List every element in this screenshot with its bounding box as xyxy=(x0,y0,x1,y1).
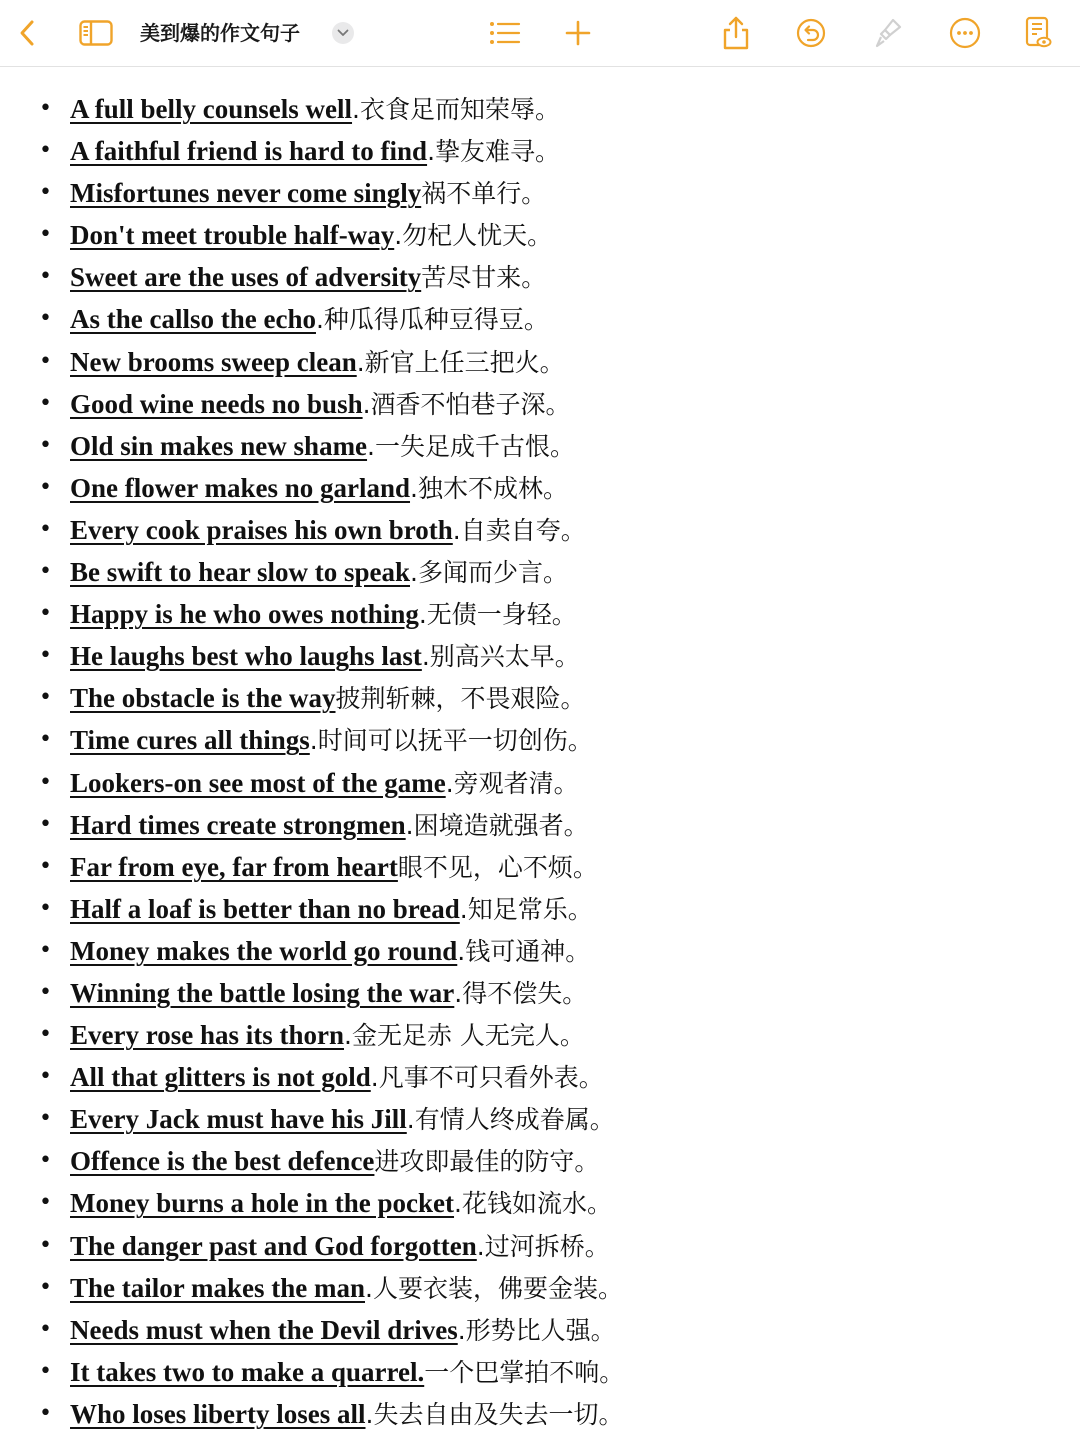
bullet-marker: • xyxy=(39,1064,52,1090)
list-item[interactable] xyxy=(0,172,1080,214)
bullet-marker: • xyxy=(39,979,52,1005)
list-item[interactable] xyxy=(0,719,1080,761)
share-icon xyxy=(722,16,750,50)
proverb-chinese: .金无足赤 人无完人。 xyxy=(344,1021,585,1051)
proverb-chinese: .失去自由及失去一切。 xyxy=(365,1399,624,1429)
list-item[interactable] xyxy=(0,593,1080,635)
bullet-marker: • xyxy=(39,643,52,669)
document-view-button[interactable] xyxy=(1022,0,1054,66)
document-body[interactable] xyxy=(0,88,1080,1435)
proverb-english: Offence is the best defence xyxy=(70,1146,375,1177)
bullet-marker: • xyxy=(39,1190,52,1216)
list-item[interactable] xyxy=(0,972,1080,1014)
list-item[interactable] xyxy=(0,341,1080,383)
bullet-marker: • xyxy=(39,306,52,332)
bullet-marker: • xyxy=(39,727,52,753)
bullet-marker: • xyxy=(39,685,52,711)
list-item[interactable] xyxy=(0,1140,1080,1182)
proverb-chinese: .衣食足而知荣辱。 xyxy=(352,95,560,124)
proverb-english: It takes two to make a quarrel. xyxy=(70,1356,425,1387)
proverb-chinese: 苦尽甘来。 xyxy=(421,263,547,293)
proverb-chinese: .时间可以抚平一切创伤。 xyxy=(309,726,593,756)
proverb-english: Happy is he who owes nothing xyxy=(70,599,419,630)
proverb-english: A faithful friend is hard to find xyxy=(70,136,428,167)
proverb-chinese: .种瓜得瓜种豆得豆。 xyxy=(315,305,549,335)
proverb-chinese: .凡事不可只看外表。 xyxy=(370,1063,604,1093)
bullet-marker: • xyxy=(39,1232,52,1258)
document-view-icon xyxy=(1024,16,1052,50)
proverb-english: Money burns a hole in the pocket xyxy=(70,1188,455,1219)
proverb-chinese: .旁观者清。 xyxy=(445,768,579,798)
proverb-chinese: .挚友难寻。 xyxy=(427,137,561,167)
proverb-chinese: 祸不单行。 xyxy=(421,179,547,209)
bullet-marker: • xyxy=(39,348,52,374)
bullet-marker: • xyxy=(39,1316,52,1342)
list-item[interactable] xyxy=(0,1014,1080,1056)
bullet-marker: • xyxy=(39,1106,52,1132)
proverb-chinese: .花钱如流水。 xyxy=(454,1189,612,1219)
list-item[interactable] xyxy=(0,214,1080,256)
top-toolbar xyxy=(0,0,1080,67)
list-item[interactable] xyxy=(0,635,1080,677)
list-item[interactable] xyxy=(0,804,1080,846)
proverb-english: Don't meet trouble half-way xyxy=(70,220,395,251)
list-item[interactable] xyxy=(0,1267,1080,1309)
proverb-english: Sweet are the uses of adversity xyxy=(70,262,422,293)
proverb-english: Be swift to hear slow to speak xyxy=(70,557,410,588)
proverb-chinese: .有情人终成眷属。 xyxy=(406,1105,615,1135)
list-item[interactable] xyxy=(0,1393,1080,1435)
proverb-english: Lookers-on see most of the game xyxy=(70,767,446,798)
proverb-chinese: .过河拆桥。 xyxy=(476,1231,610,1261)
list-item[interactable] xyxy=(0,762,1080,804)
share-button[interactable] xyxy=(720,0,752,66)
proverb-english: New brooms sweep clean xyxy=(70,346,357,377)
bullet-marker: • xyxy=(39,895,52,921)
bullet-marker: • xyxy=(39,853,52,879)
back-chevron-icon xyxy=(17,18,37,48)
bullet-marker: • xyxy=(39,222,52,248)
proverb-english: The tailor makes the man xyxy=(70,1272,365,1303)
proverb-english: Every Jack must have his Jill xyxy=(70,1104,407,1135)
title-menu-button[interactable] xyxy=(332,22,354,44)
proverb-english: Hard times create strongmen xyxy=(70,809,406,840)
proverb-chinese: .自卖自夸。 xyxy=(452,515,586,545)
list-item[interactable] xyxy=(0,1098,1080,1140)
proverb-chinese: 一个巴掌拍不响。 xyxy=(424,1357,625,1387)
bullet-marker: • xyxy=(39,1148,52,1174)
proverb-chinese: 眼不见，心不烦。 xyxy=(397,852,598,882)
proverb-english: He laughs best who laughs last xyxy=(70,641,422,672)
proverb-chinese: .得不偿失。 xyxy=(454,978,588,1008)
proverb-english: Needs must when the Devil drives xyxy=(70,1314,458,1345)
list-item[interactable] xyxy=(0,1225,1080,1267)
list-item[interactable] xyxy=(0,677,1080,719)
proverb-chinese: .人要衣装，佛要金装。 xyxy=(365,1273,623,1303)
bullet-marker: • xyxy=(39,474,52,500)
list-item[interactable] xyxy=(0,846,1080,888)
proverb-chinese: 披荆斩棘，不畏艰险。 xyxy=(335,684,586,714)
list-item[interactable] xyxy=(0,1056,1080,1098)
proverb-chinese: 进攻即最佳的防守。 xyxy=(374,1147,600,1177)
proverb-english: Old sin makes new shame xyxy=(70,430,368,461)
proverb-english: All that glitters is not gold xyxy=(70,1062,371,1093)
bullet-marker: • xyxy=(39,264,52,290)
proverb-chinese: .困境造就强者。 xyxy=(405,810,589,840)
more-button[interactable] xyxy=(948,0,982,66)
list-item[interactable] xyxy=(0,425,1080,467)
undo-icon xyxy=(796,18,826,48)
list-item[interactable] xyxy=(0,888,1080,930)
proverb-english: Every cook praises his own broth xyxy=(70,514,453,545)
proverb-english: Every rose has its thorn xyxy=(70,1020,344,1051)
bullet-marker: • xyxy=(39,432,52,458)
list-item[interactable] xyxy=(0,88,1080,130)
markup-button[interactable] xyxy=(872,0,904,66)
list-item[interactable] xyxy=(0,256,1080,298)
proverb-chinese: .多闻而少言。 xyxy=(410,558,568,588)
list-item[interactable] xyxy=(0,467,1080,509)
more-icon xyxy=(949,17,981,49)
proverb-chinese: .知足常乐。 xyxy=(459,894,593,924)
bullet-marker: • xyxy=(39,138,52,164)
bullet-marker: • xyxy=(39,1400,52,1426)
add-button[interactable] xyxy=(563,0,593,66)
proverb-chinese: .无债一身轻。 xyxy=(418,600,577,630)
proverb-english: One flower makes no garland xyxy=(70,472,411,503)
list-item[interactable] xyxy=(0,1351,1080,1393)
add-icon xyxy=(565,20,591,46)
bullet-marker: • xyxy=(39,516,52,542)
list-format-button[interactable] xyxy=(488,0,522,66)
list-item[interactable] xyxy=(0,130,1080,172)
proverb-english: Money makes the world go round xyxy=(70,935,458,966)
bullet-marker: • xyxy=(39,96,52,121)
proverb-english: Winning the battle losing the war xyxy=(70,977,455,1008)
sidebar-icon xyxy=(79,20,113,46)
back-button[interactable] xyxy=(10,0,44,66)
proverb-english: Good wine needs no bush xyxy=(70,388,363,419)
proverb-chinese: .新官上任三把火。 xyxy=(356,347,565,377)
bullet-marker: • xyxy=(39,937,52,963)
list-item[interactable] xyxy=(0,551,1080,593)
proverb-chinese: .酒香不怕巷子深。 xyxy=(362,389,571,419)
list-item[interactable] xyxy=(0,1182,1080,1224)
proverb-english: The obstacle is the way xyxy=(70,683,336,714)
sidebar-toggle-button[interactable] xyxy=(78,0,114,66)
bullet-marker: • xyxy=(39,769,52,795)
list-item[interactable] xyxy=(0,509,1080,551)
proverb-chinese: .别高兴太早。 xyxy=(421,642,580,672)
proverb-english: A full belly counsels well xyxy=(70,94,353,124)
proverb-english: Half a loaf is better than no bread xyxy=(70,893,460,924)
bullet-marker: • xyxy=(39,180,52,206)
list-item[interactable] xyxy=(0,930,1080,972)
proverb-english: Misfortunes never come singly xyxy=(70,178,422,209)
proverb-chinese: .形势比人强。 xyxy=(457,1315,616,1345)
undo-button[interactable] xyxy=(795,0,827,66)
list-item[interactable] xyxy=(0,383,1080,425)
proverb-list xyxy=(0,88,1080,1435)
list-format-icon xyxy=(489,21,521,45)
list-item[interactable] xyxy=(0,298,1080,340)
proverb-english: Far from eye, far from heart xyxy=(70,851,398,882)
bullet-marker: • xyxy=(39,1358,52,1384)
proverb-english: Time cures all things xyxy=(70,725,310,756)
proverb-chinese: .独木不成林。 xyxy=(410,473,568,503)
bullet-marker: • xyxy=(39,559,52,585)
bullet-marker: • xyxy=(39,811,52,837)
markup-brush-icon xyxy=(873,17,903,49)
document-title[interactable]: 美到爆的作文句子 xyxy=(140,21,300,45)
chevron-down-icon xyxy=(337,29,349,37)
bullet-marker: • xyxy=(39,1274,52,1300)
proverb-english: As the callso the echo xyxy=(70,304,316,335)
bullet-marker: • xyxy=(39,390,52,416)
proverb-english: Who loses liberty loses all xyxy=(70,1398,366,1429)
proverb-chinese: .钱可通神。 xyxy=(457,936,591,966)
proverb-english: The danger past and God forgotten xyxy=(70,1230,477,1261)
proverb-chinese: .勿杞人忧天。 xyxy=(394,221,553,251)
bullet-marker: • xyxy=(39,601,52,627)
bullet-marker: • xyxy=(39,1022,52,1048)
proverb-chinese: .一失足成千古恨。 xyxy=(367,431,575,461)
list-item[interactable] xyxy=(0,1309,1080,1351)
